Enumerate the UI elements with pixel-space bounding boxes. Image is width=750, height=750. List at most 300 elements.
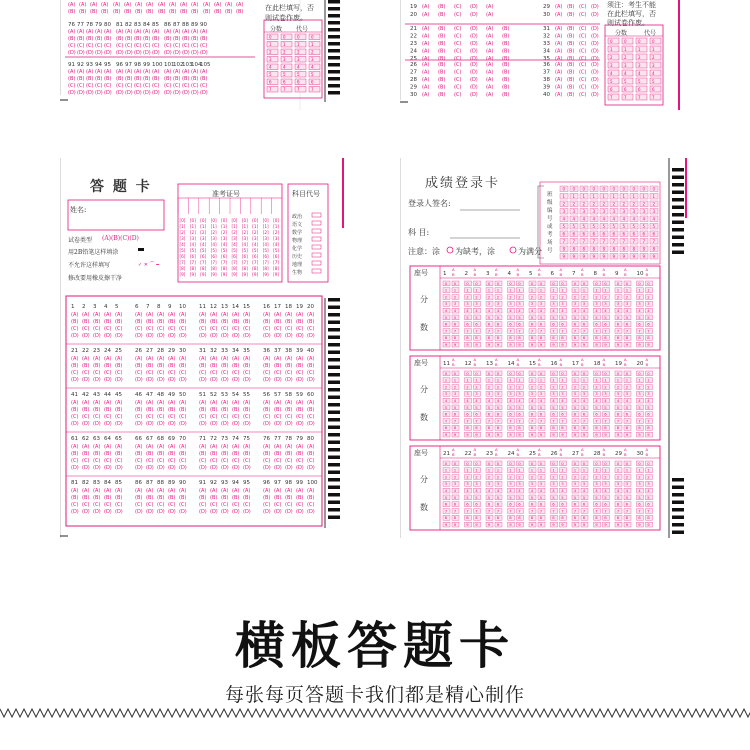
bubble-option: (C) (210, 458, 218, 464)
bubble-option: (A) (135, 356, 143, 362)
digit-label: 6 (496, 411, 500, 417)
bubble-option: (D) (221, 509, 229, 515)
digit-label: 8 (582, 335, 586, 341)
digit-bubble: [8] (273, 266, 280, 271)
question-number: 1 (71, 304, 75, 310)
digit-label: 7 (530, 508, 534, 514)
bubble-option: (B) (93, 495, 101, 501)
digit-label: 1 (595, 287, 598, 293)
bubble-option: (A) (104, 444, 112, 450)
digit-label: 9 (647, 522, 650, 527)
digit-bubble: [5] (200, 248, 207, 253)
digit-label: 0 (539, 460, 543, 466)
digit-label: 1 (595, 467, 598, 473)
digit-label: 2 (638, 55, 641, 60)
bubble-option: (D) (470, 69, 478, 76)
score-registration-graphic (400, 158, 690, 538)
digit-label: 1 (518, 287, 521, 293)
bubble-option: (B) (263, 407, 271, 413)
digit-label: 9 (642, 254, 646, 259)
question-number: 26 (410, 62, 417, 68)
digit-label: 9 (638, 432, 641, 437)
digit-bubble: [0] (231, 218, 238, 223)
digit-label: 3 (487, 301, 491, 307)
digit-label: 2 (509, 384, 512, 390)
digit-label: 7 (572, 239, 576, 244)
digit-label: 5 (625, 404, 629, 410)
seat-number: 10 (636, 271, 644, 277)
answer-sheet-top-left (60, 0, 345, 110)
digit-label: 5 (561, 404, 564, 410)
question-number: 81 (116, 22, 123, 28)
bubble-option: (B) (274, 495, 282, 501)
bubble-option: (C) (199, 370, 207, 376)
timing-mark (328, 14, 340, 18)
bubble-option: (D) (116, 90, 124, 96)
digit-label: 2 (604, 384, 607, 390)
bubble-option: (D) (146, 509, 154, 515)
digit-label: 9 (453, 522, 457, 527)
digit-label: 1 (625, 287, 629, 293)
digit-label: 3 (638, 481, 641, 487)
digit-label: 7 (582, 418, 586, 424)
digit-label: 6 (496, 501, 500, 507)
bubble-option: (A) (173, 69, 181, 75)
digit-label: 3 (518, 481, 521, 487)
bubble-option: (B) (90, 9, 98, 15)
bubble-option: (C) (274, 458, 282, 464)
digit-bubble: [7] (200, 260, 207, 265)
digit-label: 1 (444, 377, 448, 383)
digit-bubble: [7] (231, 260, 238, 265)
bubble-option: (D) (77, 90, 85, 96)
full-mark: B (516, 272, 520, 277)
digit-label: 4 (612, 216, 616, 222)
bubble-option: (B) (135, 495, 143, 501)
bubble-option: (B) (125, 36, 133, 42)
bubble-option: (C) (579, 62, 587, 68)
digit-label: 5 (610, 79, 613, 84)
digit-label: 1 (632, 194, 636, 199)
bubble-option: (A) (307, 444, 315, 450)
bubble-option: (A) (214, 2, 222, 8)
absent-mark: A (602, 267, 606, 272)
bubble-option: (B) (116, 36, 124, 42)
bubble-option: (B) (296, 319, 304, 325)
digit-label: 1 (602, 194, 606, 199)
bubble-option: (B) (210, 451, 218, 457)
bubble-option: (B) (567, 4, 575, 10)
digit-label: 9 (539, 522, 543, 527)
digit-label: 5 (466, 404, 469, 410)
subject-bubble (312, 245, 321, 249)
digit-label: 7 (518, 508, 521, 514)
bubble-option: (C) (296, 370, 304, 376)
question-number: 83 (134, 22, 141, 28)
timing-mark (328, 35, 340, 39)
bubble-option: (C) (232, 326, 240, 332)
bubble-option: (C) (232, 414, 240, 420)
digit-label: 8 (530, 515, 534, 521)
bubble-option: (B) (71, 407, 79, 413)
digit-label: 1 (311, 42, 314, 47)
digit-label: 1 (595, 377, 598, 383)
digit-label: 3 (625, 301, 629, 307)
digit-label: 8 (466, 335, 469, 341)
digit-label: 9 (561, 432, 564, 437)
bubble-option: (B) (115, 451, 123, 457)
timing-mark (328, 516, 340, 520)
digit-label: 6 (561, 411, 564, 417)
digit-label: 7 (518, 328, 521, 334)
bubble-option: (B) (296, 495, 304, 501)
timing-mark (328, 493, 340, 497)
digit-label: 0 (602, 186, 606, 192)
digit-label: 0 (487, 280, 491, 286)
digit-label: 7 (638, 95, 641, 100)
bubble-option: (A) (307, 356, 315, 362)
bubble-option: (A) (157, 312, 165, 318)
digit-label: 2 (573, 384, 577, 390)
digit-label: 5 (487, 404, 491, 410)
digit-label: 7 (604, 328, 607, 334)
question-number: 71 (199, 436, 206, 442)
bubble-option: (A) (486, 4, 494, 10)
bubble-option: (D) (470, 84, 478, 91)
bubble-option: (D) (82, 421, 90, 427)
digit-label: 5 (518, 314, 521, 320)
note-absent: 为缺考，涂 (455, 247, 495, 256)
digit-label: 9 (518, 432, 521, 437)
paper-type-options: (A)(B)(C)(D) (102, 235, 139, 242)
timing-mark (328, 366, 340, 370)
subject-bubble (312, 253, 321, 257)
bubble-option: (C) (579, 77, 587, 83)
timing-mark (672, 183, 684, 187)
digit-label: 3 (453, 391, 457, 397)
digit-label: 0 (487, 460, 491, 466)
digit-label: 1 (552, 287, 555, 293)
absent-mark: A (559, 267, 563, 272)
digit-label: 3 (582, 481, 586, 487)
subject-code-label: 科目代号 (292, 190, 320, 198)
digit-label: 4 (561, 398, 564, 403)
digit-label: 4 (647, 308, 650, 313)
bubble-option: (D) (296, 421, 304, 427)
digit-label: 7 (453, 418, 457, 424)
timing-mark (672, 531, 684, 535)
digit-bubble: [7] (273, 260, 280, 265)
digit-label: 2 (496, 294, 500, 300)
question-number: 24 (104, 348, 111, 354)
absent-mark: A (516, 267, 520, 272)
digit-label: 2 (616, 384, 620, 390)
digit-label: 7 (647, 328, 650, 334)
bubble-option: (D) (200, 50, 208, 56)
timing-mark (328, 396, 340, 400)
bubble-option: (A) (422, 77, 430, 83)
bubble-option: (C) (454, 56, 462, 62)
digit-label: 7 (582, 508, 586, 514)
digit-label: 9 (573, 432, 577, 437)
bubble-option: (B) (77, 76, 85, 82)
accent-rule (342, 158, 344, 228)
digit-label: 8 (647, 335, 650, 341)
digit-label: 3 (652, 63, 655, 68)
bubble-option: (B) (104, 76, 112, 82)
digit-label: 4 (616, 308, 620, 313)
bubble-option: (D) (104, 50, 112, 56)
digit-label: 5 (475, 314, 478, 320)
bubble-option: (C) (104, 414, 112, 420)
digit-label: 6 (602, 231, 606, 237)
question-number: 36 (543, 62, 550, 68)
bubble-option: (A) (263, 312, 271, 318)
digit-label: 0 (595, 460, 598, 466)
digit-label: 4 (487, 398, 491, 403)
question-number: 11 (199, 304, 206, 310)
bubble-option: (A) (486, 62, 494, 68)
bubble-option: (C) (307, 502, 315, 508)
legend-filled-mark (138, 248, 144, 251)
digit-label: 4 (453, 488, 457, 493)
digit-bubble: [2] (179, 230, 186, 235)
bubble-option: (C) (104, 370, 112, 376)
digit-label: 6 (496, 321, 500, 327)
digit-label: 6 (625, 501, 629, 507)
digit-label: 4 (475, 308, 478, 313)
seat-number: 6 (550, 271, 554, 277)
digit-label: 0 (562, 186, 566, 192)
timing-mark (672, 501, 684, 505)
digit-bubble: [3] (262, 236, 269, 241)
edge-rule (324, 0, 326, 102)
digit-label: 0 (572, 186, 576, 192)
bubble-option: (D) (232, 333, 240, 339)
bubble-option: (B) (182, 76, 190, 82)
digit-label: 6 (487, 411, 491, 417)
bubble-option: (D) (135, 333, 143, 339)
digit-label: 6 (595, 321, 598, 327)
question-number: 17 (274, 304, 281, 310)
question-number: 91 (199, 480, 206, 486)
digit-label: 1 (539, 467, 543, 473)
digit-bubble: [7] (210, 260, 217, 265)
bubble-option: (D) (104, 509, 112, 515)
digit-label: 1 (283, 42, 286, 47)
digit-bubble: [8] (262, 266, 269, 271)
bubble-option: (B) (173, 76, 181, 82)
digit-label: 2 (612, 201, 616, 207)
digit-label: 6 (647, 501, 650, 507)
digit-label: 3 (604, 391, 607, 397)
digit-label: 0 (595, 280, 598, 286)
registrar-label: 登录人签名: (408, 199, 451, 208)
digit-label: 6 (539, 321, 543, 327)
digit-label: 7 (283, 87, 286, 92)
digit-label: 1 (453, 467, 457, 473)
bubble-option: (A) (555, 26, 563, 32)
question-number: 29 (410, 84, 417, 91)
digit-label: 8 (453, 425, 457, 431)
bubble-option: (A) (422, 62, 430, 68)
bubble-option: (B) (169, 9, 177, 15)
bubble-option: (A) (422, 4, 430, 10)
digit-label: 1 (638, 47, 641, 52)
bubble-option: (B) (135, 9, 143, 15)
bubble-option: (D) (179, 377, 187, 383)
digit-label: 0 (444, 460, 448, 466)
digit-bubble: [3] (252, 236, 259, 241)
question-number: 97 (274, 480, 281, 486)
side-label: 或 (547, 224, 553, 230)
full-mark: B (516, 452, 520, 457)
digit-label: 6 (652, 231, 656, 237)
question-number: 21 (410, 26, 417, 32)
bubble-option: (B) (438, 33, 446, 40)
bubble-option: (A) (296, 444, 304, 450)
digit-label: 2 (624, 55, 627, 60)
bubble-option: (B) (152, 76, 160, 82)
absent-mark: A (602, 447, 606, 452)
bubble-option: (A) (93, 488, 101, 494)
subject-name: 历史 (292, 254, 303, 260)
bubble-option: (D) (173, 90, 181, 96)
seat-number: 24 (507, 451, 515, 457)
bubble-option: (D) (232, 465, 240, 471)
digit-label: 5 (453, 314, 457, 320)
bubble-option: (B) (104, 363, 112, 369)
digit-label: 1 (496, 467, 500, 473)
bubble-option: (C) (71, 414, 79, 420)
bubble-option: (D) (591, 84, 599, 91)
question-number: 88 (157, 480, 164, 486)
question-number: 51 (199, 392, 206, 398)
digit-label: 4 (652, 216, 656, 222)
bubble-option: (D) (274, 377, 282, 383)
bubble-option: (D) (135, 509, 143, 515)
full-mark: B (473, 272, 477, 277)
digit-label: 5 (647, 314, 650, 320)
digit-label: 6 (572, 231, 576, 237)
timing-mark (328, 21, 340, 25)
digit-label: 1 (269, 42, 272, 47)
bubble-option: (A) (82, 400, 90, 406)
digit-label: 1 (638, 467, 641, 473)
digit-label: 3 (592, 209, 596, 214)
bubble-option: (A) (307, 400, 315, 406)
timing-mark (672, 251, 684, 255)
bubble-option: (D) (296, 465, 304, 471)
bubble-option: (D) (243, 421, 251, 427)
question-number: 34 (232, 348, 239, 354)
bubble-option: (D) (93, 509, 101, 515)
bubble-option: (C) (454, 84, 462, 91)
digit-label: 9 (496, 342, 500, 347)
digit-label: 6 (624, 87, 627, 92)
digit-label: 6 (573, 411, 577, 417)
digit-label: 2 (647, 474, 650, 480)
bubble-option: (D) (274, 421, 282, 427)
bubble-option: (B) (296, 451, 304, 457)
bubble-option: (C) (179, 502, 187, 508)
bubble-option: (B) (502, 69, 510, 76)
bubble-option: (A) (191, 29, 199, 35)
bubble-option: (C) (179, 370, 187, 376)
digit-label: 4 (582, 488, 586, 493)
bubble-option: (C) (285, 370, 293, 376)
digit-label: 6 (647, 321, 650, 327)
bubble-option: (A) (221, 488, 229, 494)
digit-label: 5 (582, 314, 586, 320)
bubble-option: (C) (454, 92, 462, 98)
digit-label: 3 (466, 301, 469, 307)
seat-number: 14 (507, 361, 515, 367)
absent-mark: A (473, 357, 477, 362)
bubble-option: (D) (285, 509, 293, 515)
digit-label: 2 (652, 55, 655, 60)
full-mark: B (602, 452, 606, 457)
bubble-option: (C) (134, 83, 142, 89)
bubble-option: (A) (168, 312, 176, 318)
number-label: 数 (420, 503, 428, 512)
bubble-option: (C) (221, 414, 229, 420)
bubble-option: (C) (579, 4, 587, 10)
bubble-option: (A) (146, 2, 154, 8)
digit-bubble: [7] (189, 260, 196, 265)
digit-label: 3 (632, 209, 636, 214)
digit-bubble: [5] (210, 248, 217, 253)
bubble-option: (D) (182, 50, 190, 56)
full-bubble (510, 247, 516, 253)
digit-label: 6 (638, 321, 641, 327)
digit-label: 9 (552, 432, 555, 437)
digit-label: 5 (638, 314, 641, 320)
digit-label: 2 (595, 294, 598, 300)
digit-label: 1 (518, 377, 521, 383)
question-number: 25 (115, 348, 122, 354)
subject-bubble (312, 229, 321, 233)
digit-label: 6 (283, 79, 286, 85)
digit-label: 9 (487, 432, 491, 437)
digit-label: 3 (269, 57, 272, 62)
digit-label: 4 (509, 308, 512, 313)
digit-label: 4 (595, 398, 598, 403)
bubble-option: (B) (152, 36, 160, 42)
digit-label: 5 (624, 79, 627, 84)
bubble-option: (A) (71, 312, 79, 318)
absent-mark: A (452, 357, 455, 362)
digit-label: 0 (561, 280, 564, 286)
timing-mark (328, 411, 340, 415)
digit-label: 2 (269, 49, 272, 55)
digit-label: 0 (475, 280, 478, 286)
bubble-option: (A) (124, 2, 132, 8)
bubble-option: (B) (274, 319, 282, 325)
bubble-option: (B) (134, 36, 142, 42)
seat-number: 28 (593, 451, 601, 457)
bubble-option: (B) (199, 407, 207, 413)
bubble-option: (C) (125, 43, 133, 49)
digit-label: 7 (561, 328, 564, 334)
digit-label: 2 (487, 474, 491, 480)
timing-mark (328, 478, 340, 482)
digit-bubble: [7] (262, 260, 269, 265)
bubble-option: (D) (134, 50, 142, 56)
notice-line-1: 在此栏填写，否 (265, 4, 314, 12)
question-number: 34 (543, 48, 550, 55)
bubble-option: (B) (182, 36, 190, 42)
